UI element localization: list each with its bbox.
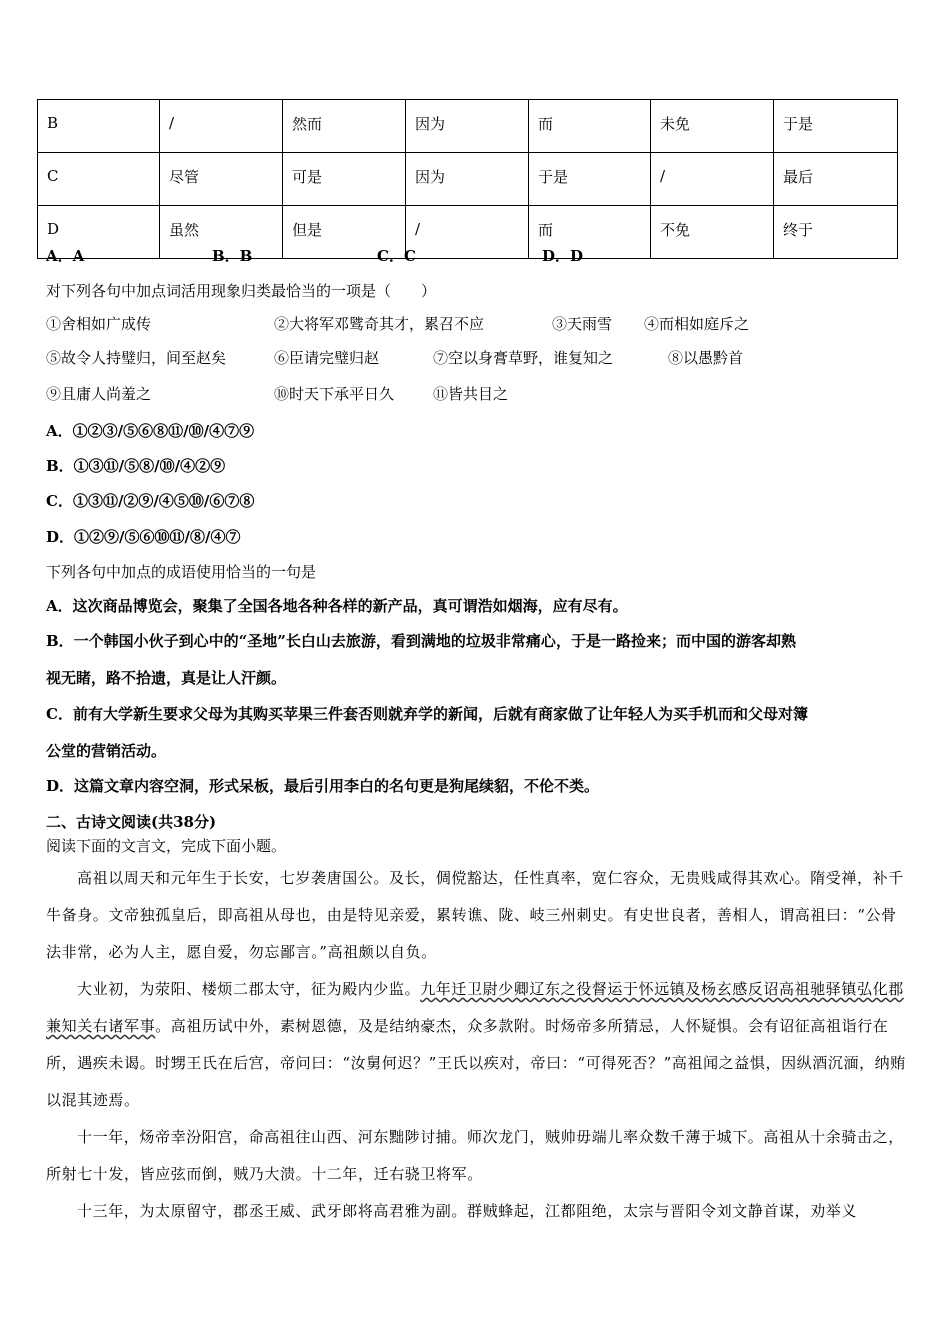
passage-paragraph: 十一年，炀帝幸汾阳宫，命高祖往山西、河东黜陟讨捕。师次龙门，贼帅毋端儿率众数千薄于城下。高祖从十余骑击之，所射七十发，皆应弦而倒，贼乃大溃。十二年，迁右骁卫将军。 [46,1128,904,1183]
table-cell: C [38,153,160,206]
table-cell: 终于 [774,206,898,259]
table-cell: 因为 [406,153,529,206]
table-cell: 于是 [774,100,898,153]
passage-paragraph: 十三年，为太原留守，郡丞王威、武牙郎将高君雅为副。群贼蜂起，江都阻绝，太宗与晋阳令刘文静首谋，劝举义 [77,1202,858,1220]
table-cell: 可是 [283,153,406,206]
answer-choice-a[interactable]: A．这次商品博览会，聚集了全国各地各种各样的新产品，真可谓浩如烟海，应有尽有。 [46,597,628,615]
list-item: ⑥臣请完璧归赵 [274,349,380,367]
answer-choice-b-continued[interactable]: 视无睹，路不拾遗，真是让人汗颜。 [46,669,287,687]
passage-paragraph [46,971,908,1119]
answer-choice-a[interactable]: A．①②③/⑤⑥⑧⑪/⑩/④⑦⑨ [46,422,255,440]
list-item: ⑤故令人持璧归，间至赵矣 [46,349,227,367]
passage-text: 。高祖历试中外，素树恩德，及是结纳豪杰，众多款附。时炀帝多所猜忌，人怀疑惧。会有诏征高祖诣行在所，遇疾未谒。时甥王氏在后宫，帝问曰：“汝舅何迟？”王氏以疾对，帝曰：“可得死否？”高祖闻之益惧，因纵酒沉湎，纳贿以混其迹焉。 [46,1017,906,1109]
table-cell: 因为 [406,100,529,153]
table-cell: 但是 [283,206,406,259]
answer-choice-b[interactable]: B．B [212,247,253,265]
table-cell: D [38,206,160,259]
list-item: ⑦空以身膏草野，谁复知之 [433,349,614,367]
answer-choice-c-continued[interactable]: 公堂的营销活动。 [46,742,167,760]
list-item: ⑪皆共目之 [433,385,509,403]
list-item: ①舍相如广成传 [46,315,152,333]
table-cell: / [160,100,283,153]
list-item: ③天雨雪 [552,315,613,333]
answer-choice-d[interactable]: D．这篇文章内容空洞，形式呆板，最后引用李白的名句更是狗尾续貂，不伦不类。 [46,777,600,795]
list-item: ②大将军邓骘奇其才，累召不应 [274,315,485,333]
list-item: ⑧以愚黔首 [668,349,744,367]
table-cell: 尽管 [160,153,283,206]
section-heading: 二、古诗文阅读(共38分) [46,813,217,831]
table-cell: 而 [529,100,651,153]
answer-choice-b[interactable]: B．①③⑪/⑤⑧/⑩/④②⑨ [46,457,226,475]
answer-choice-a[interactable]: A．A [46,247,85,265]
answer-choice-b[interactable]: B．一个韩国小伙子到心中的“圣地”长白山去旅游，看到满地的垃圾非常痛心，于是一路捡来；而中国的游客却熟 [46,632,796,650]
list-item: ⑩时天下承平日久 [274,385,395,403]
answer-choice-d[interactable]: D．D [542,247,584,265]
table-cell: / [406,206,529,259]
table-row [38,153,898,206]
section-instruction: 阅读下面的文言文，完成下面小题。 [46,837,287,855]
table-cell: 最后 [774,153,898,206]
answer-choice-c[interactable]: C．C [377,247,416,265]
table-cell: 虽然 [160,206,283,259]
options-table [37,99,898,259]
passage-paragraph: 高祖以周天和元年生于长安，七岁袭唐国公。及长，倜傥豁达，任性真率，宽仁容众，无贵贱咸得其欢心。隋受禅，补千牛备身。文帝独孤皇后，即高祖从母也，由是特见亲爱，累转谯、陇、岐三州刺史。有史世良者，善相人，谓高祖曰：“公骨法非常，必为人主，愿自爱，勿忘鄙言。”高祖颇以自负。 [46,869,904,961]
list-item: ④而相如庭斥之 [644,315,750,333]
question-stem: 下列各句中加点的成语使用恰当的一句是 [46,563,317,581]
table-row [38,100,898,153]
table-cell: 于是 [529,153,651,206]
answer-choice-c[interactable]: C．①③⑪/②⑨/④⑤⑩/⑥⑦⑧ [46,492,255,510]
table-cell: B [38,100,160,153]
underlined-sentence: 九年迁卫尉少卿辽东之役督运于怀远镇及杨玄感反诏高祖驰驿镇弘化郡兼知关右诸军事 [46,980,904,1035]
answer-choice-d[interactable]: D．①②⑨/⑤⑥⑩⑪/⑧/④⑦ [46,528,241,546]
table-cell: 而 [529,206,651,259]
question-stem: 对下列各句中加点词活用现象归类最恰当的一项是（ ） [46,282,437,300]
answer-choice-c[interactable]: C．前有大学新生要求父母为其购买苹果三件套否则就弃学的新闻，后就有商家做了让年轻人为买手机而和父母对簿 [46,705,808,723]
table-row [38,206,898,259]
table-cell: 然而 [283,100,406,153]
list-item: ⑨且庸人尚羞之 [46,385,152,403]
classical-passage [46,860,908,1230]
passage-text: 大业初，为荥阳、楼烦二郡太守，征为殿内少监。 [77,980,421,998]
table-cell: 未免 [651,100,774,153]
table-cell: 不免 [651,206,774,259]
table-cell: / [651,153,774,206]
